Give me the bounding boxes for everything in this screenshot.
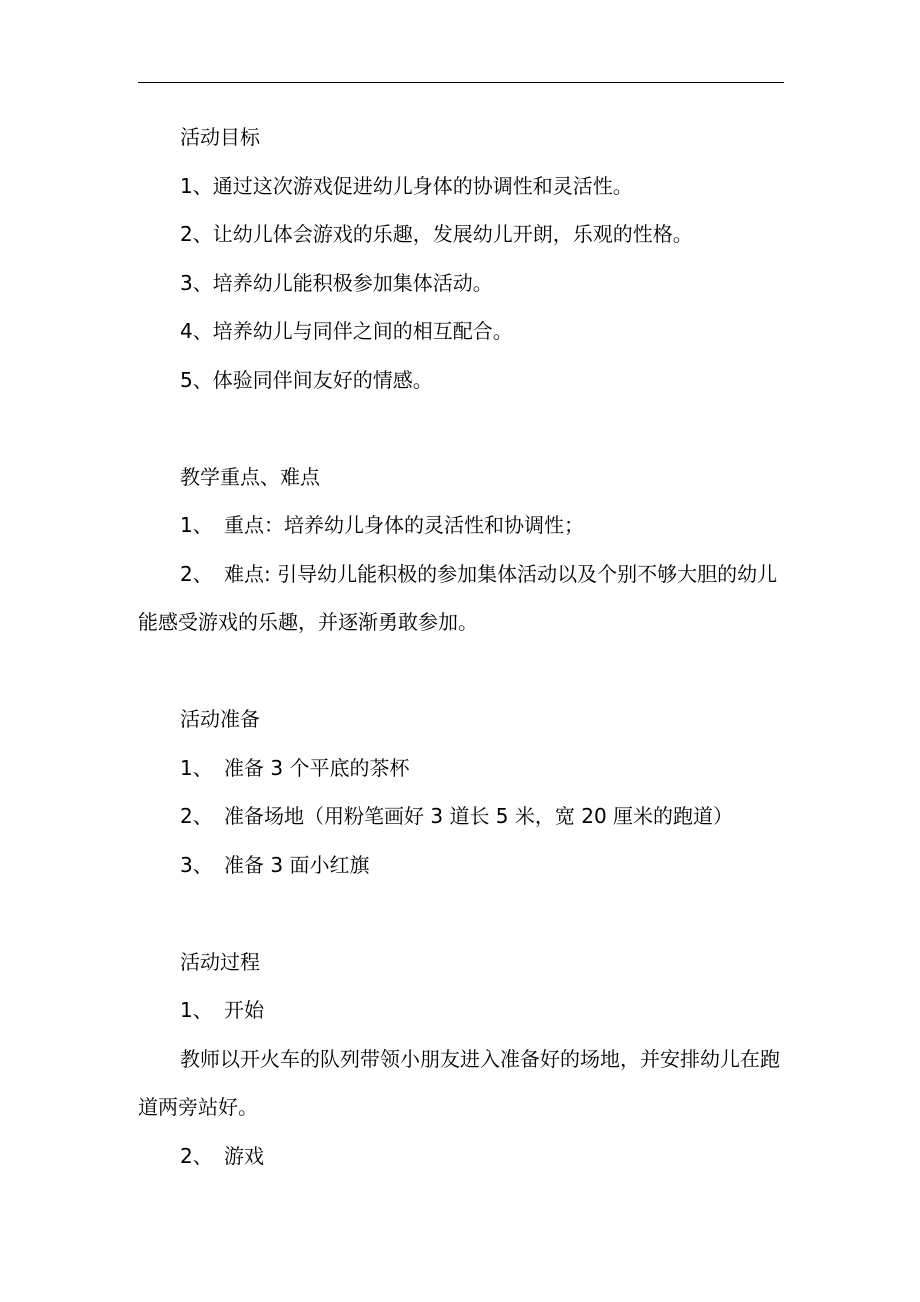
section-heading-preparation: 活动准备	[180, 707, 260, 731]
item-text: 准备场地（用粉笔画好 3 道长 5 米，宽 20 厘米的跑道）	[224, 804, 734, 828]
item-number: 2、	[180, 804, 213, 828]
item-number: 1、	[180, 755, 213, 780]
preparation-item	[138, 792, 788, 841]
section-gap	[138, 889, 788, 938]
item-text: 难点: 引导幼儿能积极的参加集体活动以及个别不够大胆的幼儿能感受游戏的乐趣，并逐渐勇敢参加。	[138, 561, 778, 634]
item-number: 2、	[180, 1143, 213, 1168]
section-gap	[138, 404, 788, 453]
key-point-item	[138, 550, 788, 647]
section-heading-key-points: 教学重点、难点	[180, 464, 320, 489]
goal-item: 4、培养幼儿与同伴之间的相互配合。	[180, 319, 513, 343]
item-text: 游戏	[224, 1143, 264, 1168]
item-text: 重点：培养幼儿身体的灵活性和协调性；	[224, 513, 584, 537]
header-rule	[138, 82, 784, 83]
item-text: 准备 3 面小红旗	[224, 852, 370, 877]
section-heading-goals: 活动目标	[180, 125, 260, 149]
key-point-item	[138, 501, 788, 550]
process-paragraph: 教师以开火车的队列带领小朋友进入准备好的场地，并安排幼儿在跑道两旁站好。	[138, 1046, 780, 1119]
process-item	[138, 1132, 788, 1181]
item-number: 2、	[180, 561, 213, 586]
process-item	[138, 986, 788, 1035]
item-number: 1、	[180, 998, 213, 1022]
section-gap	[138, 647, 788, 696]
goal-item: 5、体验同伴间友好的情感。	[180, 367, 433, 392]
preparation-item	[138, 841, 788, 890]
item-text: 开始	[224, 998, 264, 1022]
goal-item: 3、培养幼儿能积极参加集体活动。	[180, 270, 493, 295]
document-body	[138, 113, 788, 1180]
item-text: 准备 3 个平底的茶杯	[224, 755, 410, 780]
item-number: 3、	[180, 852, 213, 877]
goal-item: 2、让幼儿体会游戏的乐趣，发展幼儿开朗，乐观的性格。	[180, 222, 693, 246]
item-number: 1、	[180, 513, 213, 537]
preparation-item	[138, 744, 788, 793]
goal-item: 1、通过这次游戏促进幼儿身体的协调性和灵活性。	[180, 173, 633, 198]
section-heading-process: 活动过程	[180, 949, 260, 974]
